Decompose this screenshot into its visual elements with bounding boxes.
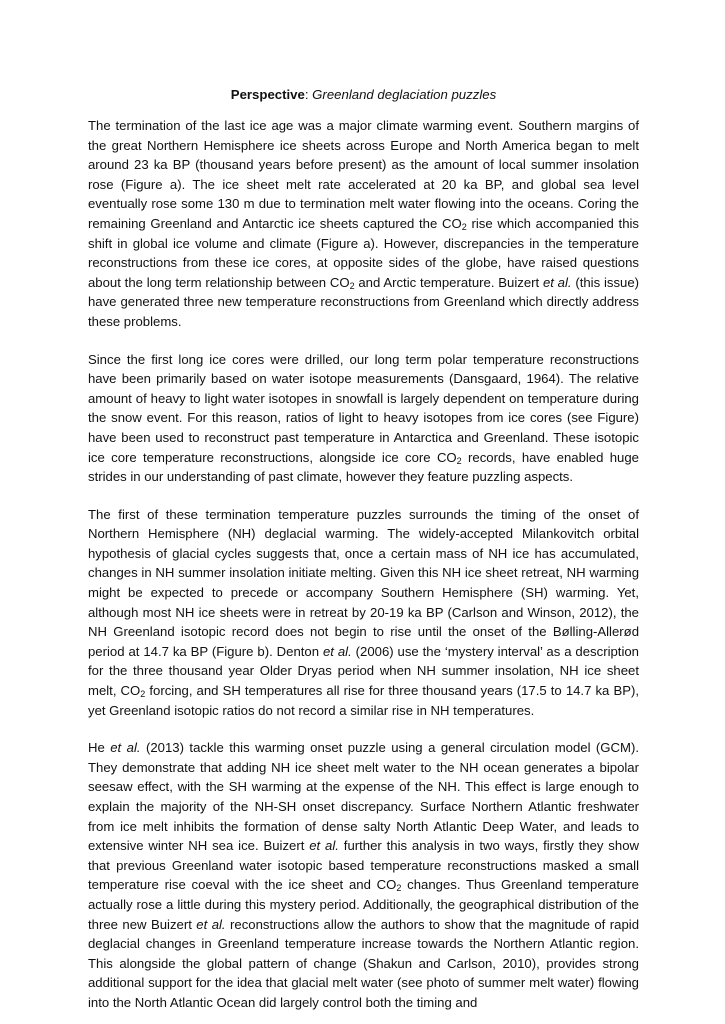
text-run: The termination of the last ice age was a major climate warming event. Southern margins of the great Northern Hemisphere ice sheets across Europe and North America began to melt around 23 ka BP (thousand years before present) as the amount of local summer insolation rose (Figure a). The ice sheet melt rate accelerated at 20 ka BP, and global sea level eventually rose some 130 m due to termination melt water flowing into the oceans. Coring the remaining Greenland and Antarctic ice sheets captured the CO [88, 118, 639, 231]
paragraph-4 [88, 738, 639, 1012]
subscript: 2 [140, 689, 146, 700]
title-italic: Greenland deglaciation puzzles [312, 87, 497, 102]
text-run: He [88, 740, 111, 756]
text-run: and Arctic temperature. Buizert [354, 274, 543, 290]
text-run: (2006) use the ‘mystery interval’ as a description for the three thousand year Older Dryas period when NH summer insolation, NH ice sheet melt, CO [88, 643, 639, 699]
italic-text: et al. [542, 274, 572, 290]
text-run: forcing, and SH temperatures all rise for three thousand years (17.5 to 14.7 ka BP), yet Greenland isotopic ratios do not record a similar rise in NH temperatures. [88, 683, 640, 718]
subscript: 2 [349, 280, 355, 291]
text-run: changes. Thus Greenland temperature actually rose a little during this mystery period. Additionally, the geographical distribution of the three new Buizert [88, 877, 639, 932]
subscript: 2 [461, 221, 467, 232]
text-run: further this analysis in two ways, firstly they show that previous Greenland water isotopic based temperature reconstructions masked a small temperature rise coeval with the ice sheet and CO [88, 838, 639, 893]
paragraph-1 [88, 116, 639, 332]
text-run: records, have enabled huge strides in our understanding of past climate, however they feature puzzling aspects. [88, 449, 639, 485]
body-text [88, 116, 639, 1013]
italic-text: et al. [110, 740, 141, 756]
text-run: (2013) tackle this warming onset puzzle using a general circulation model (GCM). They demonstrate that adding NH ice sheet melt water to the NH ocean generates a bipolar seesaw effect, with the SH warming at the expense of the NH. This effect is large enough to explain the majority of the NH-SH onset discrepancy. Surface Northern Atlantic freshwater from ice melt inhibits the formation of dense salty North Atlantic Deep Water, and leads to extensive winter NH sea ice. Buizert [88, 740, 639, 854]
subscript: 2 [456, 455, 462, 466]
text-run: (this issue) have generated three new temperature reconstructions from Greenland which directly address these problems. [88, 274, 640, 329]
text-run: Since the first long ice cores were drilled, our long term polar temperature reconstructions have been primarily based on water isotope measurements (Dansgaard, 1964). The relative amount of heavy to light water isotopes in snowfall is largely dependent on temperature during the snow event. For this reason, ratios of light to heavy isotopes from ice cores (see Figure) have been used to reconstruct past temperature in Antarctica and Greenland. These isotopic ice core temperature reconstructions, alongside ice core CO [88, 351, 639, 465]
italic-text: et al. [309, 838, 339, 854]
text-run: rise which accompanied this shift in global ice volume and climate (Figure a). However, discrepancies in the temperature reconstructions from these ice cores, at opposite sides of the globe, have raised questions about the long term relationship between CO [88, 215, 639, 290]
italic-text: et al. [322, 643, 352, 659]
title-bold: Perspective [230, 87, 305, 102]
text-run: reconstructions allow the authors to show that the magnitude of rapid deglacial changes in Greenland temperature increase towards the Northern Atlantic region. This alongside the global pattern of change (Shakun and Carlson, 2010), provides strong additional support for the idea that glacial melt water (see photo of summer melt water) flowing into the North Atlantic Ocean did largely control both the timing and [88, 916, 639, 1010]
text-run: The first of these termination temperature puzzles surrounds the timing of the onset of Northern Hemisphere (NH) deglacial warming. The widely-accepted Milankovitch orbital hypothesis of glacial cycles suggests that, once a certain mass of NH ice has accumulated, changes in NH summer insolation initiate melting. Given this NH ice sheet retreat, NH warming might be expected to precede or accompany Southern Hemisphere (SH) warming. Yet, although most NH ice sheets were in retreat by 20-19 ka BP (Carlson and Winson, 2012), the NH Greenland isotopic record does not begin to rise until the onset of the Bølling-Allerød period at 14.7 ka BP (Figure b). Denton [88, 506, 639, 659]
subscript: 2 [396, 883, 402, 894]
paragraph-2 [88, 350, 639, 487]
document-title [88, 86, 639, 104]
paragraph-3 [88, 505, 639, 721]
title-separator: : [304, 87, 313, 102]
italic-text: et al. [196, 916, 226, 932]
